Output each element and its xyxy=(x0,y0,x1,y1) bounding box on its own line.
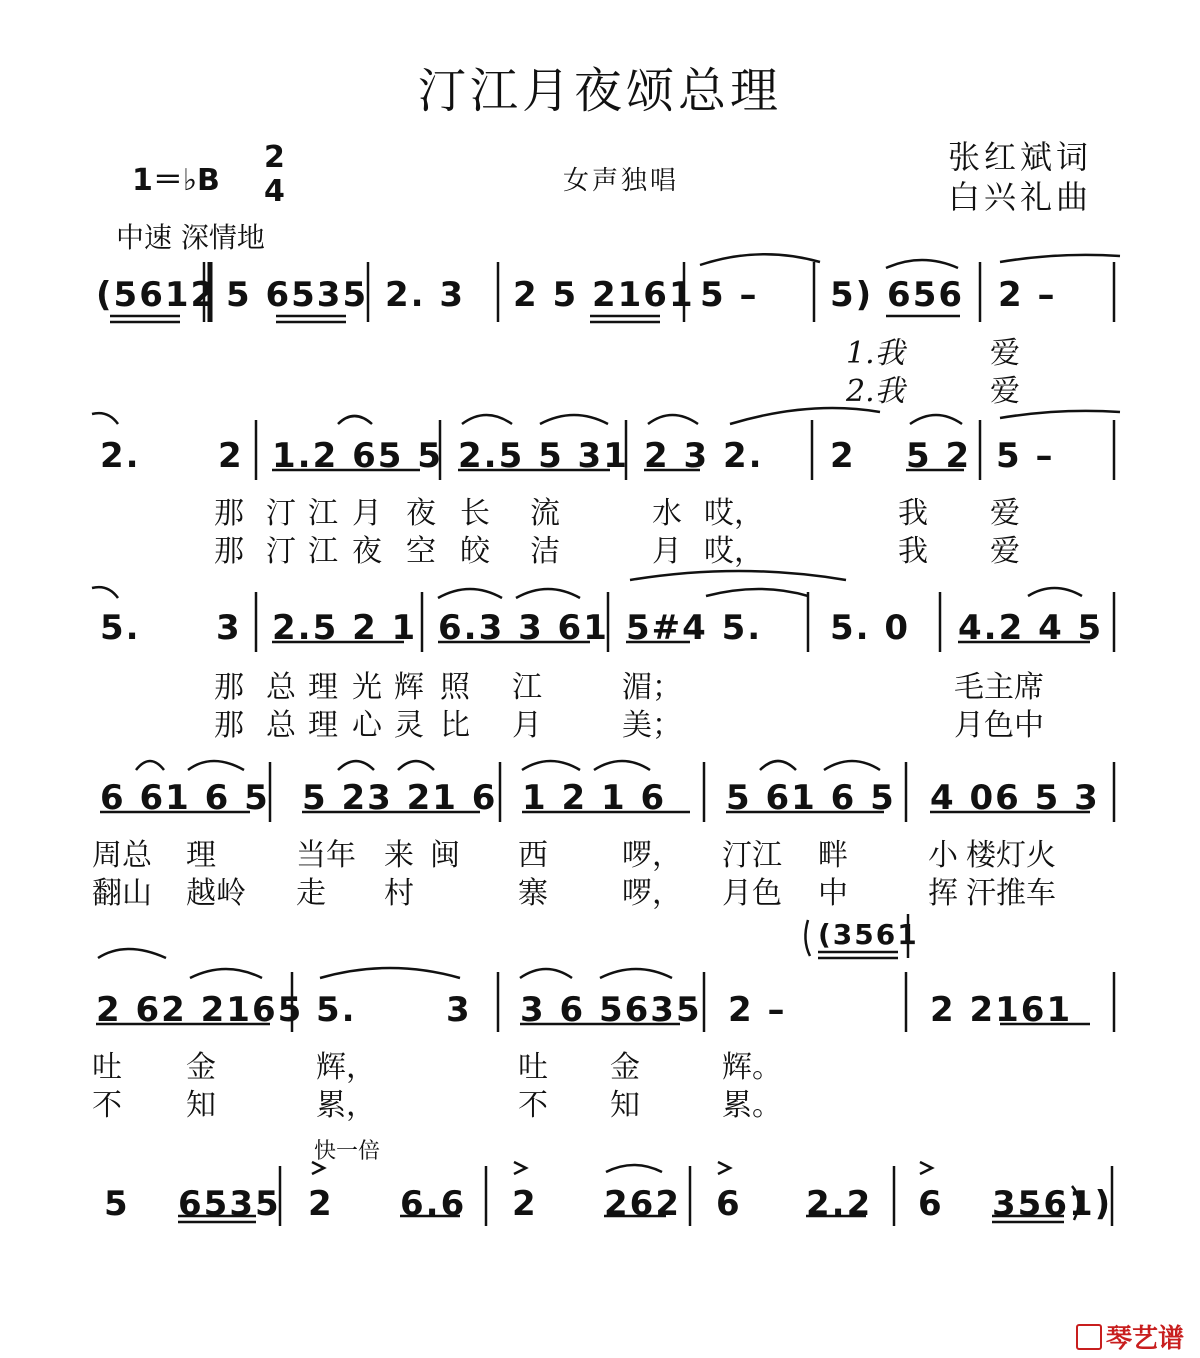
tempo-change: 快一倍 xyxy=(314,1139,381,1164)
notes-row3-m3: 5#4 5. xyxy=(626,608,763,648)
performance-type: 女声独唱 xyxy=(563,166,680,196)
lyric-r1-v2-1: 爱 xyxy=(990,374,1020,409)
notes-row5-prefix: (3561 xyxy=(818,918,919,951)
notes-row4-m3: 5 61 6 5 xyxy=(726,778,896,818)
lyric-char: 夜 xyxy=(352,534,382,569)
notes-row5-m1a: 5. xyxy=(316,990,357,1030)
lyric-word: 月色 xyxy=(722,876,782,911)
notes-row3-m5: 4.2 4 5 xyxy=(958,608,1104,648)
lyric-word: 畔 xyxy=(818,838,848,873)
lyric-char: 光 xyxy=(352,670,382,705)
notes-row4-m1: 5 23 21 6 xyxy=(302,778,498,818)
notes-row5-m0: 2 62 2165 xyxy=(96,990,304,1030)
lyric-r1-v1-0: 1.我 xyxy=(846,336,905,371)
lyric-char: 江 xyxy=(512,670,542,705)
notes-row1-m1: 5 6535 xyxy=(226,275,369,315)
lyric-char: 江 xyxy=(308,534,338,569)
lyric-char: 金 xyxy=(186,1050,216,1085)
lyric-word: 闽 xyxy=(430,838,460,873)
notes-row1-m2: 2. 3 xyxy=(385,275,466,315)
notes-row6-n7: 2.2 xyxy=(806,1184,873,1224)
lyric-word: 西 xyxy=(518,838,548,873)
notes-row2-m0b: 2 xyxy=(218,436,244,476)
notes-row2-m3: 2 3 2. xyxy=(644,436,764,476)
lyric-char: 照 xyxy=(440,670,470,705)
lyric-word: 翻山 xyxy=(92,876,152,911)
lyric-char: 那 xyxy=(214,708,244,743)
lyric-char: 洁 xyxy=(530,534,560,569)
lyric-word: 走 xyxy=(296,876,326,911)
notes-row2-m4b: 5 2 xyxy=(906,436,972,476)
notes-row6-n6: 6 xyxy=(716,1184,742,1224)
lyric-char: 我 xyxy=(898,534,928,569)
notes-row1-m4: 5 – xyxy=(700,275,759,315)
lyric-char: 辉。 xyxy=(722,1050,782,1085)
notes-row6-n9: 3561) xyxy=(992,1184,1113,1224)
notes-row6-n5: 262 xyxy=(604,1184,681,1224)
lyric-char: 长 xyxy=(460,496,490,531)
lyric-word: 楼灯火 xyxy=(966,838,1056,873)
lyric-char: 皎 xyxy=(460,534,490,569)
lyric-char: 不 xyxy=(518,1088,548,1123)
lyric-word: 中 xyxy=(818,876,848,911)
notes-row6-n3: 6.6 xyxy=(400,1184,467,1224)
lyric-char: 哎， xyxy=(704,496,764,531)
notes-row6-n1: 6535 xyxy=(178,1184,281,1224)
lyric-char: 那 xyxy=(214,534,244,569)
lyric-word: 当年 xyxy=(296,838,356,873)
lyric-char: 哎， xyxy=(704,534,764,569)
lyric-char: 湄； xyxy=(622,670,682,705)
lyric-char: 金 xyxy=(610,1050,640,1085)
lyric-char: 汀 xyxy=(266,534,296,569)
notes-row3-m4: 5. 0 xyxy=(830,608,911,648)
notes-row1-m3: 2 5 2161 xyxy=(513,275,695,315)
lyric-char: 空 xyxy=(406,534,436,569)
lyric-char: 吐 xyxy=(518,1050,548,1085)
lyric-r1-v2-0: 2.我 xyxy=(846,374,905,409)
lyric-char: 总 xyxy=(266,708,296,743)
lyric-char: 辉 xyxy=(394,670,424,705)
lyric-char: 月 xyxy=(652,534,682,569)
lyric-char: 累， xyxy=(316,1088,376,1123)
lyric-char: 夜 xyxy=(406,496,436,531)
notes-row5-m3: 2 – xyxy=(728,990,787,1030)
lyric-char: 理 xyxy=(308,670,338,705)
notes-row2-m2: 2.5 5 31 xyxy=(458,436,629,476)
lyric-char: 知 xyxy=(610,1088,640,1123)
lyric-char: 我 xyxy=(898,496,928,531)
lyric-word: 汗推车 xyxy=(966,876,1056,911)
lyric-char: 爱 xyxy=(990,534,1020,569)
notes-row2-m5: 5 – xyxy=(996,436,1055,476)
lyric-char: 流 xyxy=(530,496,560,531)
composer-credit: 白兴礼曲 xyxy=(948,178,1093,216)
notes-row3-m1: 2.5 2 1 xyxy=(272,608,418,648)
notes-row4-m0: 6 61 6 5 xyxy=(100,778,270,818)
notes-row2-m0a: 2. xyxy=(100,436,141,476)
lyricist-credit: 张红斌词 xyxy=(948,138,1093,176)
lyric-word: 理 xyxy=(186,838,216,873)
lyric-char: 比 xyxy=(440,708,470,743)
notes-row3-m0b: 3 xyxy=(216,608,242,648)
notes-row6-n8: 6 xyxy=(918,1184,944,1224)
lyric-char: 爱 xyxy=(990,496,1020,531)
notes-row4-m2: 1 2 1 6 xyxy=(522,778,667,818)
lyric-char: 吐 xyxy=(92,1050,122,1085)
lyric-word: 月色中 xyxy=(954,708,1044,743)
lyric-char: 不 xyxy=(92,1088,122,1123)
time-signature-top: 2 xyxy=(264,140,285,175)
lyric-char: 月 xyxy=(352,496,382,531)
lyric-char: 总 xyxy=(266,670,296,705)
time-signature-bottom: 4 xyxy=(264,174,285,209)
lyric-char: 江 xyxy=(308,496,338,531)
lyric-word: 村 xyxy=(384,876,414,911)
notes-row5-m4: 2 2161 xyxy=(930,990,1073,1030)
lyric-word: 寨 xyxy=(518,876,548,911)
lyric-char: 心 xyxy=(352,708,382,743)
lyric-word: 汀江 xyxy=(722,838,782,873)
notes-row5-m1b: 3 xyxy=(446,990,472,1030)
lyric-char: 水 xyxy=(652,496,682,531)
lyric-r1-v1-1: 爱 xyxy=(990,336,1020,371)
lyric-char: 灵 xyxy=(394,708,424,743)
lyric-char: 美； xyxy=(622,708,682,743)
notes-row1-m5: 5) 656 xyxy=(830,275,965,315)
notes-row6-n2: 2 xyxy=(308,1184,334,1224)
tempo-marking: 中速 深情地 xyxy=(116,221,265,254)
lyric-word: 啰， xyxy=(622,838,682,873)
notes-row2-m1: 1.2 65 5 xyxy=(272,436,443,476)
lyric-char: 那 xyxy=(214,496,244,531)
lyric-char: 月 xyxy=(512,708,542,743)
lyric-char: 知 xyxy=(186,1088,216,1123)
lyric-char: 理 xyxy=(308,708,338,743)
lyric-char: 那 xyxy=(214,670,244,705)
notes-row3-m0a: 5. xyxy=(100,608,141,648)
notes-row6-n0: 5 xyxy=(104,1184,130,1224)
lyric-word: 小 xyxy=(928,838,958,873)
notes-row5-m2: 3 6 5635 xyxy=(520,990,702,1030)
notes-row1-m6: 2 – xyxy=(998,275,1057,315)
lyric-word: 啰， xyxy=(622,876,682,911)
notes-row3-m2: 6.3 3 61 xyxy=(438,608,609,648)
logo-text: 琴艺谱 xyxy=(1106,1324,1185,1354)
notes-row1-m0: (5612 xyxy=(96,275,217,315)
lyric-char: 累。 xyxy=(722,1088,782,1123)
lyric-char: 辉， xyxy=(316,1050,376,1085)
notes-row6-n4: 2 xyxy=(512,1184,538,1224)
key-signature: 1＝♭B xyxy=(132,163,220,198)
notes-row2-m4a: 2 xyxy=(830,436,856,476)
lyric-word: 越岭 xyxy=(186,876,246,911)
lyric-word: 毛主席 xyxy=(954,670,1044,705)
notes-row4-m4: 4 06 5 3 xyxy=(930,778,1100,818)
song-title: 汀江月夜颂总理 xyxy=(417,63,782,119)
lyric-char: 汀 xyxy=(266,496,296,531)
lyric-word: 周总 xyxy=(92,838,152,873)
lyric-word: 来 xyxy=(384,838,414,873)
lyric-word: 挥 xyxy=(928,876,958,911)
